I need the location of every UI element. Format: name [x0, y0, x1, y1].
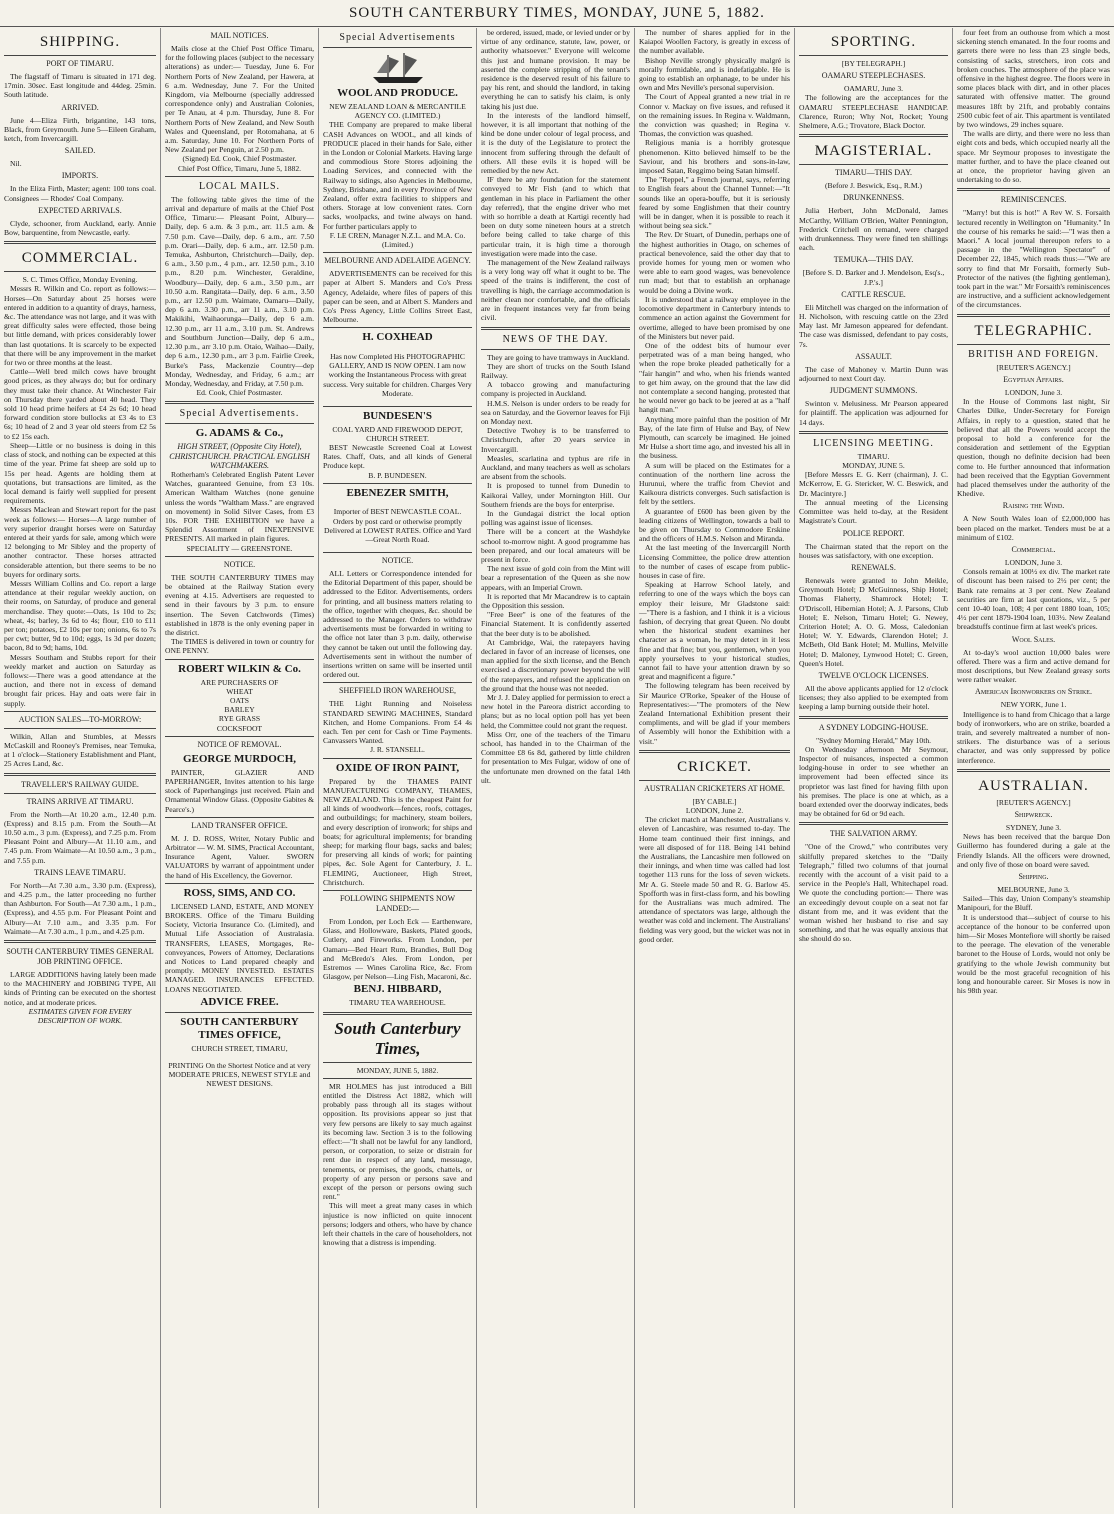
- shipwreck-date: SYDNEY, June 3.: [1005, 823, 1062, 832]
- divider: [4, 271, 156, 272]
- divider: [481, 327, 630, 330]
- news-item: They are short of trucks on the South Island Railway.: [481, 361, 630, 380]
- smith-ad-text: Importer of BEST NEWCASTLE COAL. Orders by post card or otherwise promptly Delivered at LOWEST RATES. Office and Yard—Great North Road.: [324, 507, 471, 545]
- divider: [165, 883, 314, 884]
- adams-ad-subtitle: HIGH STREET, (Opposite City Hotel), CHRISTCHURCH. PRACTICAL ENGLISH WATCHMAKERS.: [169, 442, 310, 470]
- judgment-text: Swinton v. Melusiness. Mr Pearson appeared for plaintiff. The application was adjourned for 14 days.: [799, 399, 948, 427]
- shipwreck-heading: Shipwreck.: [1014, 810, 1053, 819]
- temuka-heading: TEMUKA—THIS DAY.: [833, 255, 914, 265]
- divider: [165, 659, 314, 660]
- news-item: It is proposed to tunnel from Dunedin to Kaikorai Valley, under Mornington Hill. Our Southern friends are the boys for enterprise.: [481, 481, 630, 509]
- expected-text: Clyde, schooner, from Auckland, early. Annie Bow, barquentine, from Newcastle, early.: [4, 218, 156, 238]
- wool-ad-company: NEW ZEALAND LOAN & MERCANTILE AGENCY CO. (LIMITED.): [329, 102, 466, 121]
- mail-office: Chief Post Office, Timaru, June 5, 1882.: [177, 163, 302, 173]
- assault-heading: ASSAULT.: [855, 351, 892, 361]
- divider: [799, 55, 948, 56]
- telegraphic-title: TELEGRAPHIC.: [974, 322, 1093, 339]
- wilkin-item: COCKSFOOT: [216, 723, 263, 733]
- cricket-title: CRICKET.: [677, 758, 752, 775]
- egypt-heading: Egyptian Affairs.: [1003, 374, 1064, 384]
- sailed-text: Nil.: [10, 159, 22, 169]
- reminiscences-title: REMINISCENCES.: [1000, 195, 1067, 205]
- leader-paragraph: In the interests of the landlord himself, however, it is all important that nothing of the kind be done under colour of legal process, and it is the duty of the Legislature to protect the innocent from suffering through the default of others. All these evils it is hoped will be remedied by the new Act.: [481, 110, 630, 176]
- sheffield-text: THE Light Running and Noiseless STANDARD SEWING MACHINES, Standard Kitchen, and Home Companions. From £4 4s each. Ten per cent for Cash or Time Payments. Canvassers Wanted.: [323, 699, 472, 746]
- commercial-paragraph: Sheep—Little or no business is doing in this class of stock, and nothing can be expected at this time of the year. Prime fat sheep are sold up to 15s per head. Agents are holding them at quotations, but transactions are limited, as the local demand is fairly well supplied for present requirements.: [4, 440, 156, 506]
- news-item: There will be a concert at the Washdyke school to-morrow night. A good programme has been prepared, and our local amateurs will be present in force.: [481, 527, 630, 564]
- loan-text: A New South Wales loan of £2,000,000 has been placed on the market. Tenders must be at a minimum of £102.: [957, 514, 1110, 542]
- sydney-lodging-title: A SYDNEY LODGING-HOUSE.: [818, 722, 929, 732]
- judgment-heading: JUDGMENT SUMMONS.: [829, 386, 918, 396]
- mail-notices-title: MAIL NOTICES.: [210, 31, 269, 40]
- adams-ad-text: Rotherham's Celebrated English Patent Lever Watches, guaranteed Genuine, from £3 10s. American Waltham Watches (none genuine unless the words "Waltham Mass." are engraved on movement) in Solid Silver Cases, from £3 10s. FOR THE EXHIBITION we have a Splendid Assortment of INEXPENSIVE PRESENTS. All marked in plain figures.: [165, 469, 314, 544]
- melbourne-agency-title: MELBOURNE AND ADELAIDE AGENCY.: [324, 256, 471, 266]
- commercial-paragraph: Messrs William Collins and Co. report a large attendance at their regular weekly auction, on their rooms, on Saturday, of produce and general merchandise. They quote:—Oats, 1s 10d to 2s; wheat, 4s; barley, 3s 6d to 4s; flour, £10 to £11 per ton; potatoes, £2 10s per ton; onions, 6s to 7s per cwt; butter, 9d to 10d; eggs, 1s 3d per dozen; bacon, 8d to 9d; hams, 10d.: [4, 578, 156, 653]
- leader-paragraph: be ordered, issued, made, or levied under or by virtue of any ordinance, statute, law, power, or authority whatsoever." Everyone will welcome this just and humane provision. It may be asserted the complete stripping of the tenant's residence is the deserved result of his failure to pay his rent, and should the landlord, in taking everything he can to satisfy his claim, is only taking his just due.: [481, 28, 630, 111]
- renewals-heading: RENEWALS.: [851, 562, 896, 572]
- cattle-heading: CATTLE RESCUE.: [841, 289, 906, 299]
- reminiscences-text: "Marry! but this is hot!" A Rev W. S. Forsaith lectured recently in Wellington on "Humanity." In the course of his remarks he said:—"I was then a Maori." A local journal thereupon refers to a passage in the "Wellington Spectator" of December 22, 1845, which reads thus:—"We are sorry to find that Mr Forsaith, formerly Sub-Protector of the natives (the fighting gentleman), took part in the war." Mr Forsaith's reminiscences are instructive, and a sufficient acknowledgement of the circumstances.: [957, 208, 1110, 310]
- coxhead-ad-text: Has now Completed His PHOTOGRAPHIC GALLERY, AND IS NOW OPEN. I am now working the Instantaneous Process with great success. Very suitable for children. Charges Very Moderate.: [323, 352, 472, 398]
- egypt-text: In the House of Commons last night, Sir Charles Dilke, Under-Secretary for Foreign Affairs, in reply to a question, stated that he believed that all the Powers would accept the proposal to hold a conference for the consideration and settlement of the Egyptian question, though no definite decision had been come to. He further announced that information had been received that the Egyptian Government had placed themselves under the authority of the Khedive.: [957, 397, 1110, 499]
- job-printing-footer: ESTIMATES GIVEN FOR EVERY DESCRIPTION OF WORK.: [28, 1006, 132, 1026]
- divider: [323, 1078, 472, 1079]
- shipping-title: SHIPPING.: [39, 34, 121, 50]
- divider: [165, 736, 314, 737]
- notice-text-2: The TIMES is delivered in town or country for ONE PENNY.: [165, 637, 314, 656]
- news-item: A guarantee of £600 has been given by the leading citizens of Wellington, towards a ball to be given on Thursday to Commodore Erskine and the officers of H.M.S. Nelson and Miranda.: [639, 506, 790, 544]
- job-printing-text: LARGE ADDITIONS having lately been made to the MACHINERY and JOBBING TYPE, All kinds of Printing can be executed on the shortest notice, and at moderate prices.: [4, 970, 156, 1007]
- imports-text: In the Eliza Firth, Master; agent: 100 tons coal. Consignees — Rhodes' Coal Company.: [4, 184, 156, 203]
- news-of-the-day-title: NEWS OF THE DAY.: [502, 333, 609, 345]
- bundesen-ad-subtitle: COAL YARD AND FIREWOOD DEPOT, CHURCH STREET.: [332, 424, 463, 443]
- commercial-paragraph: Messrs R. Wilkin and Co. report as follows:— Horses—On Saturday about 25 horses were entered in addition to a quantity of drays, harness, &c. The attendance was not large, and it was with great difficulty sales were effected, those being but little demand, with prices considerably lower than last quotations. It is scarcely to be expected that there will be any improvement in the market for two or three months at the least.: [4, 284, 156, 368]
- local-mails-title: LOCAL MAILS.: [198, 180, 281, 192]
- port-title: PORT OF TIMARU.: [46, 59, 114, 68]
- leader-paragraph: IF there be any foundation for the statement conveyed to Mr Fish (and to which that gentleman in his place in Parliament the other day referred), that the engine driver who met with so horrible a death at Kartigi recently had been on duty some nineteen hours at a stretch before being called to take charge of this particular train, it is high time a thorough investigation were made into the case.: [481, 175, 630, 258]
- divider: [4, 940, 156, 943]
- divider: [957, 314, 1110, 317]
- licensing-text: The annual meeting of the Licensing Committee was held to-day, at the Resident Magistrate's Court.: [799, 497, 948, 526]
- divider: [323, 890, 472, 891]
- news-item: Anything more painful than the position of Mr Bay, of the late firm of Hulse and Bay, of New Plymouth, can scarcely be imagined. He joined Mr Hulse a short time ago, and invested his all in the business.: [639, 414, 790, 461]
- commercial-paragraph: Messrs Southam and Stubbs report for their weekly market and auction on Saturday as follows:—There was a good attendance at the auction, and there not in excess of demand brought fair prices. Hay and oats were fair in supply.: [4, 652, 156, 708]
- cricket-date: LONDON, June 2.: [685, 806, 744, 816]
- shipments-title: FOLLOWING SHIPMENTS NOW LANDED:—: [339, 893, 456, 913]
- news-item: The "Reppel," a French journal, says, referring to English fears about the Channel Tunnel:—"It sounds like an opera-bouffe, but it is seriously feared by some Englishmen that their country will be in danger, when it is possible to reach it without being sea sick.": [639, 175, 790, 231]
- divider: [165, 401, 314, 404]
- assault-text: The case of Mahoney v. Martin Dunn was adjourned to next Court day.: [799, 364, 948, 384]
- divider: [799, 431, 948, 434]
- news-item: Measles, scarlatina and typhus are rife in Auckland, and many teachers as well as scholars are absent from the schools.: [481, 453, 630, 482]
- oamaru-text: The following are the acceptances for the OAMARU STEEPLECHASE HANDICAP. Clarence, Ruron; Why Not, Rocket; Young Shelmere, A.G.; Trovatore, Black Doctor.: [799, 93, 948, 131]
- magisterial-subtitle: TIMARU—THIS DAY.: [835, 168, 912, 178]
- magisterial-title: MAGISTERIAL.: [814, 143, 933, 160]
- australian-title: AUSTRALIAN.: [978, 777, 1089, 794]
- divider: [165, 423, 314, 424]
- wool-ad-signature: F. LE CREN, Manager N.Z.L. and M.A. Co. (Limited.): [329, 230, 466, 250]
- wilkin-item: WHEAT: [226, 686, 253, 696]
- auction-text: Wilkin, Allan and Stumbles, at Messrs McCaskill and Rooney's Premises, near Temuka, at 1 o'clock—Stationery Establishment and Plant, 25 Acres Land, &c.: [4, 731, 156, 769]
- removal-title: NOTICE OF REMOVAL.: [197, 739, 282, 749]
- news-item: A sum will be placed on the Estimates for a continuation of the northern line across the Hurunui, where the traffic from Cheviot and Kaikoura districts converges. Such satisfaction is felt by the settlers.: [639, 460, 790, 507]
- trains-arrive-text: From the North—At 10.20 a.m., 12.40 p.m. (Express) and 8.15 p.m. From the South—At 10.50 a.m., 3 p.m. (Express), and 7.25 p.m. From Pleasant Point and Albury—At 11.10 a.m., and 7.45 p.m. From Waimate—At 10.50 a.m., 3 p.m., and 7.55 p.m.: [4, 809, 156, 865]
- news-item: At the last meeting of the Invercargill North Licensing Committee, the police drew attention to the number of cases of escape from public-houses in case of fire.: [639, 543, 790, 580]
- times-office-title: SOUTH CANTERBURY TIMES OFFICE,: [180, 1015, 299, 1041]
- divider: [4, 728, 156, 729]
- leader-date: MONDAY, JUNE 5, 1882.: [356, 1065, 439, 1075]
- bundesen-ad-text: BEST Newcastle Screened Coal at Lowest Rates. Chaff, Oats, and all kinds of General Produce kept.: [323, 443, 472, 471]
- shipping-heading: Shipping.: [1018, 872, 1049, 882]
- leader-paragraph: The management of the New Zealand railways is a very long way off what it ought to be. The speed of the trains is indifferent, the cost of travelling is high, the carriage accommodation is neither clean nor comfortable, and the officials are in frequent instances very far from being civil.: [481, 258, 630, 323]
- port-intro: The flagstaff of Timaru is situated in 171 deg. 17min. 30sec. East longitude and 44deg. 25min. South latitude.: [4, 72, 156, 100]
- news-item: The Court of Appeal granted a new trial in re Connor v. Mackay on five issues, and refused it on the remaining issues. In Regina v. Waldmann, the conviction was quashed; in Regina v. Thomas, the conviction was quashed.: [639, 92, 790, 139]
- salvation-army-title: THE SALVATION ARMY.: [829, 829, 918, 839]
- shipping-text: Sailed—This day, Union Company's steamship Manipouri, for the Bluff.: [957, 894, 1110, 913]
- divider: [165, 556, 314, 557]
- coxhead-ad-title: H. COXHEAD: [362, 331, 433, 344]
- divider: [799, 164, 948, 165]
- divider: [799, 822, 948, 825]
- cattle-text: Eli Mitchell was charged on the information of H. Nicholson, with rescuing cattle on the 23rd May last. Mr Jameson appeared for defendant. The case was dismissed, defendant to pay costs, 7s.: [799, 302, 948, 349]
- notice-title: NOTICE.: [223, 559, 256, 569]
- divider: [165, 176, 314, 177]
- column-4: [476, 28, 634, 1508]
- loan-heading: Raising the Wind.: [1002, 501, 1065, 511]
- cricket-report: The cricket match at Manchester, Australians v. eleven of Lancashire, was resumed to-day. The Home team continued their first innings, and were all disposed of for 118. Being 141 behind the Australians, the Lancashire men followed on their innings, and when time was called had lost together 113 runs for the loss of seven wickets. Mr A. G. Steele made 50 and R. G. Barlow 45. Spofforth was in first-class form, and his bowling for the Australians was much admired. The attendance of spectators was large, although the weather was cold and inclement. The Australians' fielding was very good, but the wicket was not in good order.: [639, 815, 790, 944]
- divider: [4, 55, 156, 56]
- wool-ad-text: THE Company are prepared to make liberal CASH Advances on WOOL, and all kinds of PRODUCE placed in their hands for Sale, either in the London or Colonial Markets. Having large and commodious Store Stores adjoining the Loading Services, and connected with the Railway to sidings, also Agencies in Melbourne, Sydney, Brisbane, and in every Province of New Zealand, offer extra facilities to shippers and others. Storage at low convenient rates. Corn sacks, woolpacks, and twine always on hand. For further particulars apply to: [323, 120, 472, 231]
- divider: [957, 344, 1110, 345]
- divider: [323, 552, 472, 553]
- magisterial-before: (Before J. Beswick, Esq., R.M.): [824, 181, 923, 191]
- wool-ad-title: WOOL AND PRODUCE.: [337, 87, 458, 99]
- newspaper-nameplate: South Canterbury Times,: [334, 1018, 461, 1058]
- printing-text: PRINTING On the Shortest Notice and at very MODERATE PRICES, NEWEST STYLE and NEWEST DESIGNS.: [168, 1060, 311, 1089]
- divider: [957, 188, 1110, 191]
- melbourne-agency-text: ADVERTISEMENTS can be received for this paper at Albert S. Manders and Co's Press Agency, Adelaide, where files of papers of this paper can be seen, and at Albert S. Manders and Co's Press Agency, Little Collins Street East, Melbourne.: [323, 269, 472, 325]
- licensing-before: [Before Messrs E. G. Kerr (chairman), J. C. McKerrow, E. G. Stericker, W. C. Beswick, and Dr. Macintyre.]: [799, 470, 948, 498]
- hibbard-ad-subtitle: TIMARU TEA WAREHOUSE.: [349, 998, 446, 1008]
- adams-ad-speciality: SPECIALITY — GREENSTONE.: [186, 543, 293, 553]
- news-item: Mr J. J. Daley applied for permission to erect a new hotel in the Pareora district according to plans; but as no local option poll has yet been held, the Committee could not grant the request.: [481, 693, 630, 730]
- local-mails-signature: Ed. Cook, Chief Postmaster.: [196, 388, 283, 398]
- news-item: Miss Orr, one of the teachers of the Timaru school, has handed in to the Chairman of the Committee £8 6s 8d, gathered by little children for presentation to Mrs Fulgar, widow of one of the unfortunate men drowned on the fatal 14th ult.: [481, 729, 630, 785]
- job-printing-title: SOUTH CANTERBURY TIMES GENERAL JOB PRINTING OFFICE.: [6, 947, 154, 967]
- divider: [323, 758, 472, 759]
- wilkin-item: OATS: [230, 695, 249, 705]
- special-ads-title: Special Advertisements.: [179, 408, 300, 420]
- sydney-lodging-source: "Sydney Morning Herald," May 10th.: [815, 735, 932, 745]
- article-paragraph: The walls are dirty, and there were no less than eight cots and beds, which occupied nearly all the space. Mr Seymour proposes to investigate the matter further, and to have the place cleaned out at once, the proprietor having given an undertaking to do so.: [957, 129, 1110, 185]
- shipping-date: MELBOURNE, June 3.: [997, 885, 1070, 895]
- masthead: SOUTH CANTERBURY TIMES, MONDAY, JUNE 5, 1882.: [0, 0, 1114, 27]
- wool-sales-heading: Wool Sales.: [1011, 634, 1056, 644]
- commercial-paragraph: Messrs Maclean and Stewart report for the past week as follows:— Horses—A large number of very superior draught horses were on Saturday entered at their yards for sale, among which were 12 belonging to Mr Sibley and the property of another contractor. These horses attracted considerable attention, but there seems to be no buyers for ordinary sorts.: [4, 505, 156, 579]
- australian-agency: [REUTER'S AGENCY.]: [996, 797, 1071, 807]
- adams-ad-title: G. ADAMS & Co.,: [195, 427, 284, 440]
- wilkin-item: RYE GRASS: [218, 714, 261, 724]
- police-text: The Chairman stated that the report on the houses was satisfactory, with one exception.: [799, 541, 948, 560]
- british-foreign-title: BRITISH AND FOREIGN.: [968, 348, 1099, 360]
- sydney-lodging-text: On Wednesday afternoon Mr Seymour, Inspector of nuisances, inspected a common lodging-house in order to see whether an improvement had been effected since its proprietor was last fined for having filth upon his premises. The place is one at which, as a board extended over the doorway indicates, beds may be obtained for 6d or 9d each.: [799, 744, 948, 819]
- sailed-heading: SAILED.: [64, 146, 96, 156]
- temuka-before: [Before S. D. Barker and J. Mendelson, Esq's., J.P.'s.]: [802, 268, 945, 287]
- column-7: [952, 28, 1114, 1508]
- divider: [799, 134, 948, 137]
- news-item: A tobacco growing and manufacturing company is projected in Auckland.: [481, 380, 630, 399]
- oxide-ad-title: OXIDE OF IRON PAINT,: [335, 761, 460, 774]
- sporting-title: SPORTING.: [830, 34, 917, 50]
- divider: [323, 327, 472, 328]
- divider: [799, 716, 948, 719]
- sailing-ship-icon: [368, 51, 428, 85]
- column-2: [160, 28, 318, 1508]
- strike-date: NEW YORK, June 1.: [1000, 700, 1067, 710]
- news-item: The next issue of gold coin from the Mint will bear a representation of the Queen as she now appears, with an Imperial Crown.: [481, 564, 630, 592]
- commercial-title: COMMERCIAL.: [21, 250, 139, 267]
- licensing-title: LICENSING MEETING.: [813, 437, 934, 449]
- divider: [4, 241, 156, 244]
- divider: [4, 711, 156, 712]
- advice-free: ADVICE FREE.: [200, 995, 279, 1008]
- divider: [639, 750, 790, 753]
- divider: [323, 483, 472, 484]
- column-5: [634, 28, 794, 1508]
- leader-paragraph: This will meet a great many cases in which injustice is now inflicted on quite innocent persons; lodgers and others, who have by chance left their chattels in the care of householders, not knowing that a distress is impending.: [323, 1201, 472, 1248]
- auction-title: AUCTION SALES—TO-MORROW:: [18, 714, 142, 724]
- article-paragraph: four feet from an outhouse from which a most sickening stench emanated. In the four rooms and garrets there were no less than 23 single beds, consisting of sacks, stretchers, iron cots and broken couches. The atmosphere of the place was offensive in the highest degree. The floors were in some places black with dirt, and in other places saturated with offensive matter. The ground measures 18ft by 21ft, and probably contains 2500 cubic feet of air. This apartment is ventilated by two windows, 29 inches square.: [957, 28, 1110, 130]
- news-item: Speaking at Harrow School lately, and referring to one of the ways which the boys can employ their leisure, Mr Gladstone said:—"There is a fashion, and I think it is a vicious fashion, of decrying that great Queen. No doubt when the historical student examines her character as a woman, he may detect in it less fine and that fine; but you, gentlemen, when you apply yourselves to your historical studies, cannot fail to have your attention drawn by so great and magnificent a figure.": [639, 580, 790, 682]
- divider: [323, 406, 472, 407]
- divider: [323, 1062, 472, 1063]
- leader-paragraph: MR HOLMES has just introduced a Bill entitled the Distress Act 1882, which will probably pass through all its stages without opposition. Its provisions appear so just that very few persons are likely to say much against its becoming law. Section 3 is to the following effect:—"It shall not be lawful for any landlord, person, or corporation, to seize or distrain for rent due in respect of any land, messuage, tenements, or premises, the goods, chattels, or property of any person or persons save and except of the person or persons owing such rent.": [323, 1081, 472, 1202]
- cricket-subtitle: AUSTRALIAN CRICKETERS AT HOME.: [644, 783, 785, 793]
- sheffield-signature: J. R. STANSELL.: [370, 745, 425, 755]
- divider: [323, 252, 472, 253]
- licensing-date: MONDAY, JUNE 5.: [842, 461, 905, 471]
- wilkin-ad-subtitle: ARE PURCHASERS OF: [200, 677, 279, 687]
- news-item: One of the oddest bits of humour ever perpetrated was of a man being hanged, who when the rope broke pleaded pathetically for a "fair hangin'" and who, when his friends wanted to get him away, on the ground that the law did not contemplate a second hanging, protested that he would never go back to be jeered at as a "half hangit man.": [639, 340, 790, 415]
- twelve-oclock-text: All the above applicants applied for 12 o'clock licenses; they also applied to be exempted from keeping a lamp burning outside their hotel.: [799, 683, 948, 712]
- commercial-paragraph: Cattle—Well bred milch cows have brought good prices, as they always do; but for ordinary they must take their chance. At Winchester Fair on Thursday there yarded about 40 head. They sold 10 head prime heifers at £4 2s 6d; 10 head forward condition store bullocks at £3 4s to £3 6s; 10 head of 2 and 3 year old steers from £2 5s to £2 15s each.: [4, 367, 156, 441]
- divider: [639, 780, 790, 781]
- divider: [165, 817, 314, 818]
- strike-text: Intelligence is to hand from Chicago that a large body of ironworkers, who are on strike, boarded a train, and severely maltreated a number of non-strikers. The disturbance was of a serious character, and was only suppressed by police interference.: [957, 709, 1110, 765]
- cricket-cable: [BY CABLE.]: [692, 796, 737, 806]
- mail-signature: (Signed) Ed. Cook, Chief Postmaster.: [182, 154, 297, 164]
- oamaru-date: OAMARU, June 3.: [843, 84, 904, 94]
- news-item: "Free Beer" is one of the features of the Financial Statement. It is confidently asserted that the beer duty is to be abolished.: [481, 610, 630, 638]
- murdoch-ad-text: PAINTER, GLAZIER AND PAPERHANGER, Invites attention to his large stock of Paperhangings just received. Plain and Ornamental Window Glass. (Opposite Gabites & Pearce's.): [165, 767, 314, 814]
- land-transfer-title: LAND TRANSFER OFFICE.: [191, 820, 288, 830]
- news-item: H.M.S. Nelson is under orders to be ready for sea on Saturday, and the Governor leaves for Fiji on Monday next.: [481, 398, 630, 426]
- news-item: The number of shares applied for in the Kaiapoi Woollen Factory, is greatly in excess of the number available.: [639, 28, 790, 56]
- reuters-agency: [REUTER'S AGENCY.]: [996, 362, 1071, 372]
- drunkenness-heading: DRUNKENNESS.: [843, 193, 904, 203]
- wilkin-ad-title: ROBERT WILKIN & Co.: [178, 662, 301, 675]
- bundesen-ad-title: BUNDESEN'S: [362, 409, 433, 422]
- news-item: It is reported that Mr Macandrew is to captain the Opposition this session.: [481, 591, 630, 610]
- wilkin-item: BARLEY: [224, 705, 255, 715]
- news-item: They are going to have tramways in Auckland.: [487, 352, 630, 362]
- divider: [481, 349, 630, 350]
- licensing-subtitle: TIMARU.: [857, 451, 890, 461]
- railway-guide-title: TRAVELLER'S RAILWAY GUIDE.: [21, 779, 139, 789]
- renewals-text: Renewals were granted to John Meikle, Greymouth Hotel; D McGuinness, Ship Hotel; Thomas Flaherty, Shamrock Hotel; T. O'Driscoll, Hibernian Hotel; A. J. Parsons, Club Hotel; E. Nelson, Timaru Hotel; G. Newey, Criterion Hotel; A. O. G. Moss, Caledonian Hotel; W. Y. Edwards, Clarendon Hotel; J. McBeth, Old Bank Hotel; M. Mullins, Melville Hotel; D. Maloney, Lynwood Hotel; C. Green, Queen's Hotel.: [799, 575, 948, 668]
- notice-text: ALL Letters or Correspondence intended for the Editorial Department of this paper, should be addressed to the Editor. Advertisements, orders for printing, and all business matters relating to the office, together with cheques, &c. should be addressed to the Manager. Orders to withdraw advertisements must be forwarded in writing to the office not later than 3 p.m. daily, otherwise they cannot be taken out until the following day. Advertisements sent in without the number of insertions written on same will be inserted until ordered out.: [323, 568, 472, 680]
- land-transfer-text: M. J. D. ROSS, Writer, Notary Public and Arbitrator — W. M. SIMS, Practical Accountant, Insurance Agent, Valuer. SWORN VALUATORS by warrant of appointment under the hand of His Excellency, the Governor.: [165, 833, 314, 880]
- commercial-date: LONDON, June 3.: [1004, 557, 1063, 567]
- trains-arrive-heading: TRAINS ARRIVE AT TIMARU.: [26, 796, 134, 806]
- arrived-heading: ARRIVED.: [61, 102, 99, 112]
- trains-leave-text: For North—At 7.30 a.m., 3.30 p.m. (Express), and 4.25 p.m., the latter proceeding no further than Ashburton. For South—At 7.30 a.m., 1 p.m., (Express), and 4.55 p.m. For Pleasant Point and Albury—At 7.10 a.m., and 3.35 p.m. For Waimate—At 7.30 a.m., 1 p.m., and 4.25 p.m.: [4, 880, 156, 936]
- divider: [323, 682, 472, 683]
- ross-sims-text: LICENSED LAND, ESTATE, AND MONEY BROKERS. Office of the Timaru Building Society, Victoria Insurance Co. (Limited), and Mutual Life Association of Australasia. TRANSFERS, LEASES, Mortgages, Re-conveyances, Powers of Attorney, Declarations and Notices to Land prepared cheaply and promptly. MONEY INVESTED. ESTATES MANAGED. INSURANCES EFFECTED. LOANS NEGOTIATED.: [165, 901, 314, 994]
- sporting-telegraph: [BY TELEGRAPH.]: [841, 59, 906, 68]
- news-item: At Cambridge, Wai, the ratepayers having declared in favor of an increase of licenses, one man applied for the sixth license, and the Bench exercised a discretionary power beyond the will of the ratepayers, and refused the application on the ground that the house was not needed.: [481, 637, 630, 693]
- divider: [165, 1012, 314, 1013]
- divider: [957, 769, 1110, 772]
- column-3: [318, 28, 476, 1508]
- commercial-text: Consols remain at 100½ ex div. The market rate of discount has been raised to 2½ per cent; the Bank rate remains at 3 per cent. New Zealand securities are firm at last quotations, viz., 5 per cent 10-40 loan, 108; 4 per cent 1880 loan, 105; 4½ per cent 1879-1904 loan, 103½. New Zealand breadstuffs continue firm at last week's prices.: [957, 567, 1110, 632]
- news-item: The following telegram has been received by Sir Maurice O'Rorke, Speaker of the House of Representatives:—"The promoters of the New Zealand International Exhibition present their compliments, and will be glad if your members of Assembly will honor the Exhibition with a visit.": [639, 681, 790, 746]
- column-6: [794, 28, 952, 1508]
- ross-sims-title: ROSS, SIMS, AND CO.: [183, 886, 296, 899]
- drunkenness-text: Julia Herbert, John McDonald, James McCarthy, William O'Brien, Walter Pennington, Frederick Critchell on remand, were charged with drunkenness. They were fined ten shillings each.: [799, 206, 948, 253]
- special-ads-title: Special Advertisements: [339, 32, 456, 43]
- news-item: It is understood that a railway employee in the locomotive department in Canterbury intends to commence an action against the Government for overtime, alleged to have been promised by one of the Ministers but never paid.: [639, 294, 790, 341]
- news-item: Religious mania is a horribly grotesque phenomenon. Kitto believed himself to be the Saviour, and his brothers and sons-in-law, imposed Satan, Reggimo being Satan himself.: [639, 138, 790, 176]
- notice-text: THE SOUTH CANTERBURY TIMES may be obtained at the Railway Station every evening at 4.15. Advertisers are requested to send in their favours by 3 p.m. to ensure insertion. The Seven Catchwords (Times) established in 1878 is the only evening paper in the district.: [165, 572, 314, 637]
- twelve-oclock-heading: TWELVE O'CLOCK LICENSES.: [818, 670, 929, 680]
- strike-heading: American Ironworkers on Strike.: [975, 687, 1092, 697]
- local-mails-text: The following table gives the time of the arrival and departure of mails at the Chief Post Office, Timaru:— Pleasant Point, Albury—Daily, dep. 6 a.m. & 3 p.m., arr. 11.5 a.m. & 7.50 p.m. Cave—Daily, dep. 6 a.m., arr. 7.50 p.m. Orari—Daily, dep. 6 a.m., arr. 12.50 p.m. Temuka, Ashburton, Christchurch—Daily, dep. 6 a.m., 3.50 p.m., 4 p.m., arr. 12.50 p.m., 3.10 p.m., 8.20 p.m. Winchester, Geraldine, Woodbury—Daily, dep. 6 a.m., 3.50 p.m., arr 10.50 a.m. Rangitata—Daily, dep. 6 a.m., 3.50 p.m., arr 12.50 p.m. Waimate, Oamaru—Daily, dep 6 a.m. 3.30 p.m., arr 11 a.m., 3.10 p.m. Makikihi, Waihaorunga—Daily, dep 6 a.m. 12.30 p.m., arr 11 a.m., 3.10 p.m. St. Andrews and Southburn Junction—Daily, dep 6 a.m., 12.30 p.m., arr 3.10 p.m. Otaio, Waihao—Daily, dep 6 a.m., 12.30 p.m., arr 3 p.m. Fairlie Creek, Burke's Pass, Mackenzie Country—dep Monday, Wednesday, and Friday, 6 a.m.; arr Monday, Wednesday, and Friday, at 7.50 p.m.: [165, 194, 314, 388]
- murdoch-ad-title: GEORGE MURDOCH,: [182, 752, 297, 765]
- police-heading: POLICE REPORT.: [842, 528, 905, 538]
- arrived-text: June 4—Eliza Firth, brigantine, 143 tons, Black, from Greymouth. June 5—Eileen Graham, ketch, from Invercargill.: [4, 115, 156, 144]
- sheffield-title: SHEFFIELD IRON WAREHOUSE,: [339, 686, 456, 696]
- trains-leave-heading: TRAINS LEAVE TIMARU.: [34, 867, 126, 877]
- times-office-address: CHURCH STREET, TIMARU,: [191, 1043, 288, 1053]
- divider: [323, 1012, 472, 1015]
- news-item: In the Gundagai district the local option polling was against issue of licenses.: [481, 508, 630, 528]
- shipwreck-text: News has been received that the barque Don Guillermo has foundered during a gale at the Friendly Islands. All the officers were drowned, and only five of those on board were saved.: [957, 832, 1110, 869]
- news-item: Detective Twohey is to be transferred to Christchurch, after 20 years service in Invercargill.: [481, 426, 630, 454]
- smith-ad-title: EBENEZER SMITH,: [346, 486, 449, 499]
- egypt-date: LONDON, June 3.: [1004, 387, 1063, 397]
- mail-notices-text: Mails close at the Chief Post Office Timaru, for the following places (subject to the necessary alterations) as under:— Tuesday, June 6. For Northern Ports of New Zealand, per Hawera, at 6 a.m. Wednesday, June 7. For the United Kingdom, via Melbourne (specially addressed correspondence only) and Australian Colonies, per Te Anau, at 4 p.m. Thursday, June 8. For Northern Ports of New Zealand, and New South Wales and Queensland, per Rotomahana, at 6 a.m. Saturday, June 10. For Northern Ports of New Zealand per Penguin, at 2.50 p.m.: [165, 44, 314, 155]
- commercial-office: S. C. Times Office, Monday Evening.: [22, 275, 138, 285]
- divider: [323, 47, 472, 48]
- oamaru-title: OAMARU STEEPLECHASES.: [821, 71, 926, 81]
- imports-heading: IMPORTS.: [61, 171, 99, 181]
- news-item: Bishop Neville strongly physically malgré is morally formidable, and is indefatigable. He is going to establish an orphanage, to be under his own and Mrs Neville's personal supervision.: [639, 55, 790, 93]
- hibbard-ad-title: BENJ. HIBBARD,: [353, 983, 442, 996]
- shipments-text: From London, per Loch Eck — Earthenware, Glass, and Hollowware, Baskets, Plated goods, Cutlery, and Fireworks. From London, per Oamaru—Bed Heart Rum, Brandies, Bull Dog and McBredo's Ales. From London, per Estremos — Wines Carolina Rice, &c. From Glasgow, per Nelson—Ling Fish, Macaroni, &c.: [323, 916, 472, 982]
- notice-title: NOTICE.: [381, 555, 414, 565]
- oxide-ad-text: Prepared by the THAMES PAINT MANUFACTURING COMPANY, THAMES, NEW ZEALAND. This is the cheapest Paint for all kinds of woodwork—fences, roofs, cottages, and outbuildings; for machinery, steam boilers, and every description of ironwork; for ships and boats; for agricultural implements; for branding sheep; for marking flour bags, sacks and bales; for preserving all kinds of work; for painting pipes, &c. Sole Agent for Canterbury, J. L. FLEMING, Auctioneer, High Street, Christchurch.: [323, 776, 472, 887]
- article-paragraph: It is understood that—subject of course to his acceptance of the honour to be conferred upon him—Sir Moses Montefiore will shortly be raised to the peerage. The elevation of the venerable baronet to the House of Lords, would not only be gratifying to the whole Jewish community but would be the most graceful recognition of his long and honourable career. Sir Moses is now in his 98th year.: [957, 912, 1110, 996]
- expected-heading: EXPECTED ARRIVALS.: [38, 205, 122, 215]
- salvation-army-text: "One of the Crowd," who contributes very skilfully prepared sketches to the "Daily Telegraph," filled two columns of that journal recently with the account of a visit paid to a service in the People's Hall, Whitechapel road. We quote the concluding portion:— There was an exceedingly devout couple on a seat not far distant from me, and it was evident that the woman wished her husband to rise and say something, and that he was equally anxious that she should do so.: [799, 842, 948, 944]
- commercial-heading: Commercial.: [1011, 544, 1056, 554]
- divider: [4, 793, 156, 794]
- divider: [4, 773, 156, 776]
- wool-sales-text: At to-day's wool auction 10,000 bales were offered. There was a firm and active demand for most descriptions, but New Zealand greasy sorts were rather weaker.: [957, 647, 1110, 685]
- bundesen-ad-signature: B. P. BUNDESEN.: [368, 470, 427, 480]
- news-item: The Rev. Dr Stuart, of Dunedin, perhaps one of the highest authorities in Otago, on schemes of practical benevolence, said the other day that to provide homes for young men or women who were able to earn good wages, was benevolence run mad; but that to establish an orphanage would be doing a Divine work.: [639, 230, 790, 295]
- column-1: [0, 28, 160, 1508]
